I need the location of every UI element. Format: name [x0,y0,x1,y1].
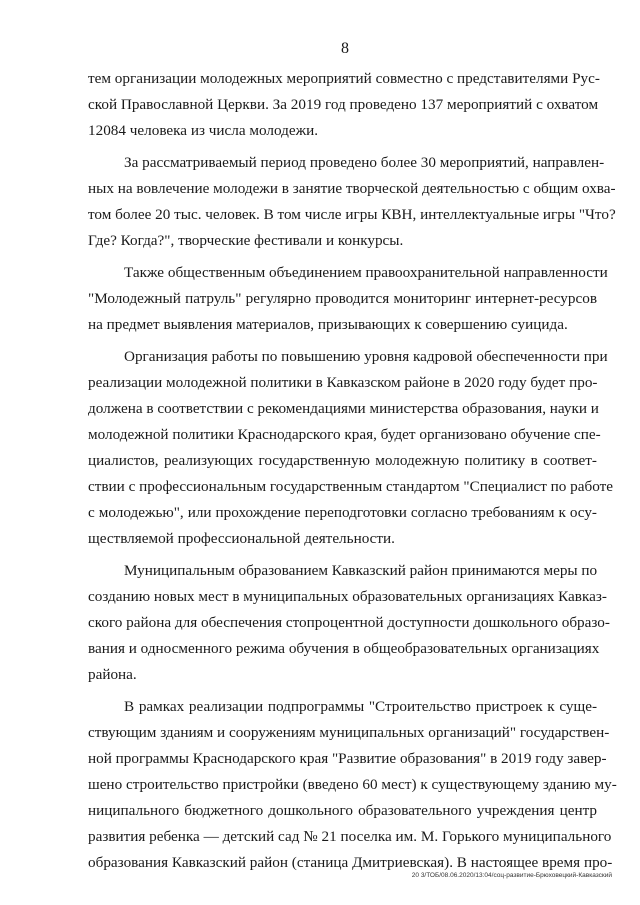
text-line: реализации молодежной политики в Кавказском районе в 2020 году будет про- [88,374,598,391]
document-body [88,66,617,876]
text-line: должена в соответствии с рекомендациями министерства образования, науки и [88,400,599,417]
paragraph [88,694,617,876]
text-line: развития ребенка — детский сад № 21 поселка им. М. Горького муниципального [88,828,612,845]
text-line: 12084 человека из числа молодежи. [88,122,318,139]
text-line: циалистов, реализующих государственную молодежную политику в соответ- [88,452,597,469]
text-line: ствии с профессиональным государственным стандартом "Специалист по работе [88,478,613,495]
text-line: ской Православной Церкви. За 2019 год проведено 137 мероприятий с охватом [88,96,599,113]
text-line: ствующим зданиям и сооружениям муниципальных организаций" государствен- [88,724,610,741]
text-line: с молодежью", или прохождение переподготовки согласно требованиям к осу- [88,504,597,521]
text-line: ных на вовлечение молодежи в занятие творческой деятельностью с общим охва- [88,180,616,197]
text-line: шено строительство пристройки (введено 60 мест) к существующему зданию му- [88,776,617,793]
text-line: ной программы Краснодарского края "Развитие образования" в 2019 году завер- [88,750,607,767]
text-line: Муниципальным образованием Кавказский район принимаются меры по [124,562,598,579]
text-line: ществляемой профессиональной деятельности. [88,530,395,547]
text-line: Также общественным объединением правоохранительной направленности [124,264,608,281]
paragraph [88,344,613,552]
page-number: 8 [341,40,349,57]
text-line: молодежной политики Краснодарского края, будет организовано обучение спе- [88,426,601,443]
text-line: В рамках реализации подпрограммы "Строительство пристроек к суще- [124,698,597,715]
text-line: ниципального бюджетного дошкольного образовательного учреждения центр [88,802,597,819]
text-line: образования Кавказский район (станица Дмитриевская). В настоящее время про- [88,854,613,871]
document-footer-stamp: 20 3/ТОБ/08.06.2020/13:04/соц-развитие-Брюховецкий-Кавказский [411,872,612,879]
text-line: района. [88,666,137,683]
text-line: "Молодежный патруль" регулярно проводится мониторинг интернет-ресурсов [88,290,597,307]
text-line: тем организации молодежных мероприятий совместно с представителями Рус- [88,70,600,87]
text-line: ского района для обеспечения стопроцентной доступности дошкольного образо- [88,614,610,631]
paragraph [88,150,616,254]
text-line: вания и односменного режима обучения в общеобразовательных организациях [88,640,600,657]
text-line: Организация работы по повышению уровня кадровой обеспеченности при [124,348,608,365]
text-line: созданию новых мест в муниципальных образовательных организациях Кавказ- [88,588,607,605]
text-line: Где? Когда?", творческие фестивали и конкурсы. [88,232,404,249]
text-line: на предмет выявления материалов, призывающих к совершению суицида. [88,316,568,333]
paragraph [88,260,608,338]
paragraph [88,558,610,688]
text-line: том более 20 тыс. человек. В том числе игры КВН, интеллектуальные игры "Что? [88,206,616,223]
text-line: За рассматриваемый период проведено более 30 мероприятий, направлен- [124,154,605,171]
paragraph [88,66,600,144]
